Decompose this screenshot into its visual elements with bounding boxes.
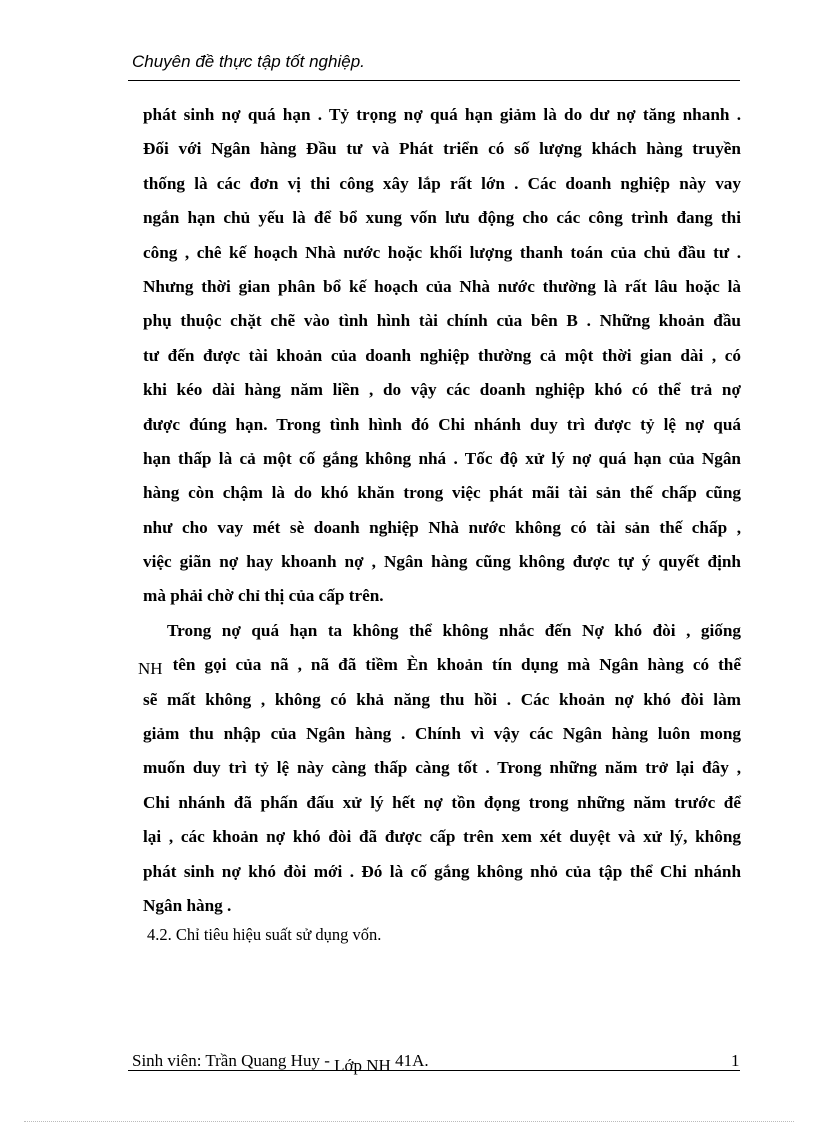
header-divider <box>128 80 740 81</box>
body-line: Chi nhánh đã phấn đấu xử lý hết nợ tồn đọng trong những năm trước để <box>143 792 741 812</box>
body-line: sẽ mất không , không có khả năng thu hồi . Các khoản nợ khó đòi làm <box>143 689 741 709</box>
body-line: mà phải chờ chỉ thị của cấp trên. <box>143 586 384 606</box>
footer-student-name: Sinh viên: Trần Quang Huy - <box>132 1051 330 1070</box>
body-line: việc giãn nợ hay khoanh nợ , Ngân hàng cũng không được tự ý quyết định <box>143 552 741 572</box>
body-line: phát sinh nợ quá hạn . Tỷ trọng nợ quá hạn giảm là do dư nợ tăng nhanh . <box>143 105 741 124</box>
body-line: hạn thấp là cả một cố gắng không nhá . Tốc độ xử lý nợ quá hạn của Ngân <box>143 448 741 468</box>
footer-divider <box>128 1070 740 1071</box>
body-line: Nhưng thời gian phân bổ kế hoạch của Nhà nước thường là rất lâu hoặc là <box>143 276 741 296</box>
body-line: phụ thuộc chặt chẽ vào tình hình tài chính của bên B . Những khoản đầu <box>143 311 741 331</box>
body-line: được đúng hạn. Trong tình hình đó Chi nhánh duy trì được tỷ lệ nợ quá <box>143 414 741 434</box>
footer-student <box>132 1051 429 1075</box>
body-line: Ngân hàng . <box>143 895 232 915</box>
page-header-title: Chuyên đề thực tập tốt nghiệp. <box>132 52 365 71</box>
footer-class-label: Lớp NH <box>334 1056 391 1075</box>
body-line: Đối với Ngân hàng Đầu tư và Phát triển có số lượng khách hàng truyền <box>143 139 741 159</box>
body-line: ngắn hạn chủ yếu là để bổ xung vốn lưu động cho các công trình đang thi <box>143 208 741 228</box>
body-text <box>138 98 741 923</box>
body-line: thống là các đơn vị thi công xây lắp rất lớn . Các doanh nghiệp này vay <box>143 173 741 193</box>
body-line: lại , các khoản nợ khó đòi đã được cấp trên xem xét duyệt và xử lý, không <box>143 827 741 847</box>
footer-class-code: 41A. <box>395 1051 429 1070</box>
page-number: 1 <box>731 1051 740 1070</box>
body-line: công , chê kế hoạch Nhà nước hoặc khối lượng thanh toán của chủ đầu tư . <box>143 242 741 262</box>
body-line-text: tên gọi của nã , nã đã tiềm Èn khoản tín dụng mà Ngân hàng có thể <box>172 655 741 675</box>
body-line: tư đến được tài khoản của doanh nghiệp thường cả một thời gian dài , có <box>143 345 741 365</box>
stray-nh-mark: NH <box>138 659 163 679</box>
body-line: giảm thu nhập của Ngân hàng . Chính vì vậy các Ngân hàng luôn mong <box>143 724 741 744</box>
body-line: Trong nợ quá hạn ta không thể không nhắc đến Nợ khó đòi , giống <box>167 620 741 640</box>
body-line: như cho vay mét sè doanh nghiệp Nhà nước không có tài sản thế chấp , <box>143 517 741 537</box>
page-bottom-dotted-line <box>24 1121 794 1122</box>
body-line: muốn duy trì tỷ lệ này càng thấp càng tốt . Trong những năm trở lại đây , <box>143 758 741 778</box>
body-line-with-mark <box>138 648 741 682</box>
body-line: hàng còn chậm là do khó khăn trong việc phát mãi tài sản thế chấp cũng <box>143 483 741 503</box>
section-heading: 4.2. Chỉ tiêu hiệu suất sử dụng vốn. <box>147 925 382 944</box>
body-line: phát sinh nợ khó đòi mới . Đó là cố gắng không nhỏ của tập thể Chi nhánh <box>143 861 741 881</box>
body-line: khi kéo dài hàng năm liền , do vậy các doanh nghiệp khó có thể trả nợ <box>143 380 741 400</box>
